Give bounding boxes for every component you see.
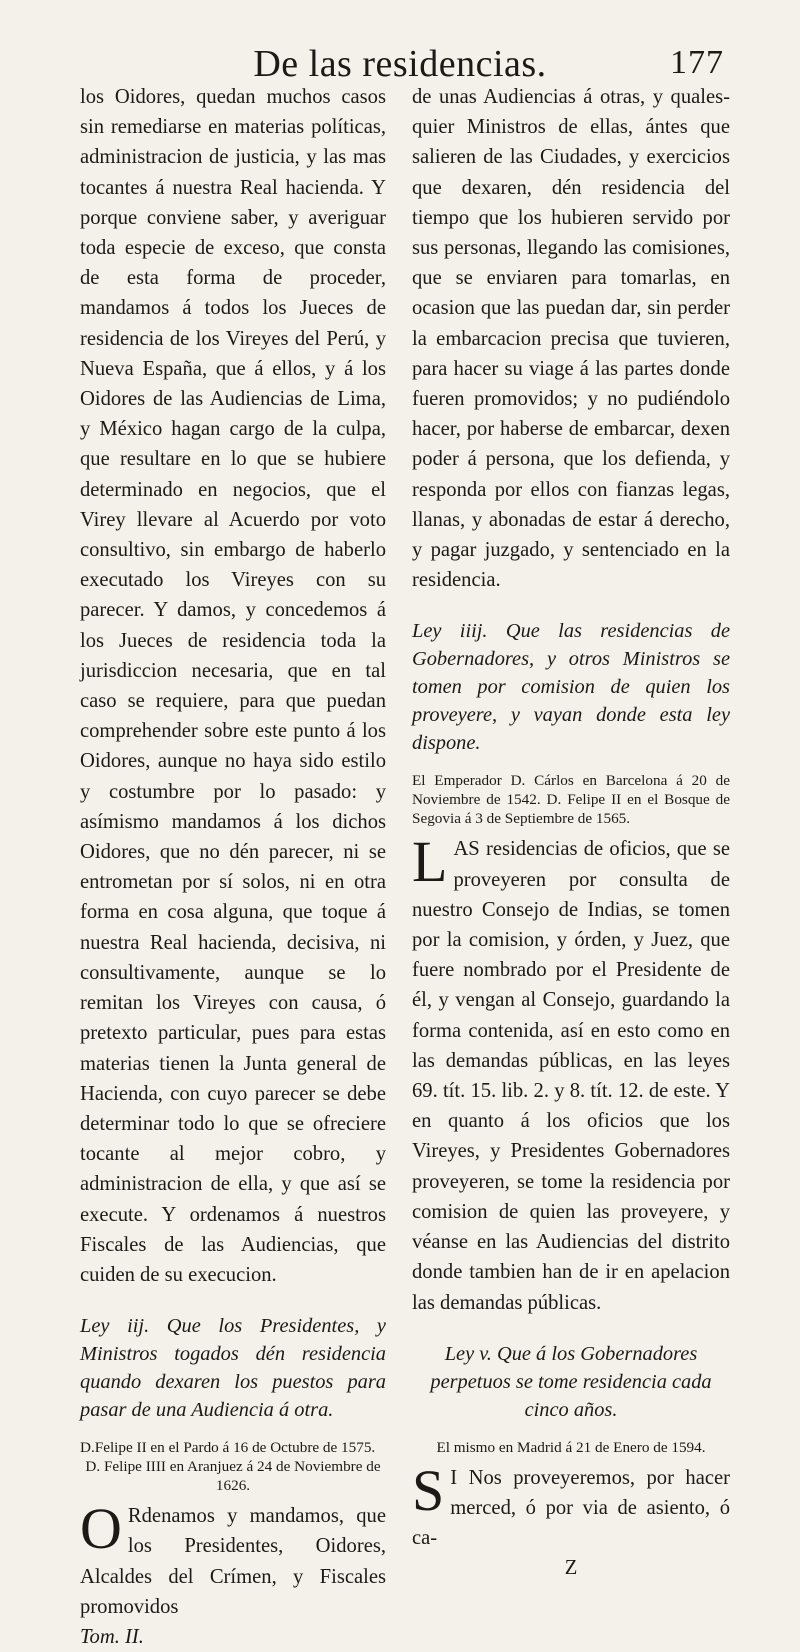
paragraph (80, 1496, 386, 1622)
catchword: Z (564, 1557, 578, 1580)
law-source: D. Felipe IIII en Aranjuez á 24 de Noviembre de 1626. (85, 1458, 381, 1495)
right-column (412, 82, 730, 1584)
law-source: El mismo en Madrid á 21 de Enero de 1594. (436, 1438, 706, 1456)
running-title: De las residencias. (253, 43, 547, 85)
paragraph: de unas Audiencias á otras, y quales-quier Ministros de ellas, ántes que salieren de las Ciudades, y exercicios que dexaren, dén residencia del tiempo que los hubieren servido por sus personas, llegando las comisiones, que se enviaren para tomarlas, en ocasion que las puedan dar, sin perder la embarcacion precisa que tuvieren, para hacer su viage á las partes donde fueren promovidos; y no pudiéndolo hacer, por haberse de embarcar, dexen poder á persona, que los defienda, y responda por ellos con fianzas legas, llanas, y abonadas de estar á derecho, y pagar juzgado, y sentenciado en la residencia. (412, 86, 730, 592)
volume-signature: Tom. II. (80, 1625, 144, 1648)
left-column (80, 82, 386, 1652)
paragraph-text: Rdenamos y mandamos, que los Presidentes, Oidores, Alcaldes del Crímen, y Fiscales promovidos (80, 1505, 386, 1618)
law-source: D.Felipe II en el Pardo á 16 de Octubre de 1575. (80, 1439, 376, 1457)
drop-cap: L (412, 829, 448, 895)
paragraph-text: AS residencias de oficios, que se proveyeren por consulta de nuestro Consejo de Indias, se tomen por la comision, y órden, y Juez, que fuere nombrado por el Presidente de él, y vengan al Consejo, guardando la forma contenida, así en esto como en las demandas públicas, en las leyes 69. tít. 15. lib. 2. y 8. tít. 12. de este. Y en quanto á los oficios que los Vireyes, y Presidentes Gobernadores proveyeren, se tome la residencia por comision de quien las proveyere, y véanse en las Audiencias del distrito donde tambien han de ir en apelacion las demandas públicas. (412, 838, 730, 1314)
law-heading: Ley v. Que á los Gobernadores perpetuos se tome residencia cada cinco años. (430, 1342, 712, 1421)
drop-cap: O (80, 1496, 122, 1562)
paragraph (412, 1457, 730, 1554)
page-number: 177 (670, 44, 724, 81)
law-heading: Ley iiij. Que las residencias de Gobernadores, y otros Ministros se tomen por comision de quien los proveyere, y vayan donde esta ley dispone. (412, 620, 730, 755)
law-heading: Ley iij. Que los Presidentes, y Ministros togados dén residencia quando dexaren los puestos para pasar de una Audiencia á otra. (80, 1315, 386, 1422)
drop-cap: S (412, 1457, 445, 1523)
paragraph-text: I Nos proveyeremos, por hacer merced, ó por via de asiento, ó ca- (412, 1466, 730, 1550)
law-source: El Emperador D. Cárlos en Barcelona á 20 de Noviembre de 1542. D. Felipe II en el Bosque de Segovia á 3 de Septiembre de 1565. (412, 772, 730, 828)
paragraph (412, 829, 730, 1317)
paragraph: los Oidores, quedan muchos casos sin remediarse en materias políticas, administracion de justicia, y las mas tocantes á nuestra Real hacienda. Y porque conviene saber, y averiguar toda especie de exceso, que consta de esta forma de proceder, mandamos á todos los Jueces de residencia de los Vireyes del Perú, y Nueva España, que á ellos, y á los Oidores de las Audiencias de Lima, y México hagan cargo de la culpa, que resultare en lo que se hubiere determinado en negocios, que el Virey llevare al Acuerdo por voto consultivo, sin embargo de haberlo executado los Vireyes con su parecer. Y damos, y concedemos á los Jueces de residencia toda la jurisdiccion necesaria, que en tal caso se requiere, para que puedan comprehender sobre este punto á los Oidores, aunque no haya sido estilo y costumbre por lo pasado: y asímismo mandamos á los dichos Oidores, que no dén parecer, ni se entrometan por sí solos, ni en otra forma en cosa alguna, que toque á nuestra Real hacienda, decisiva, ni consultivamente, aunque se lo remitan los Vireyes con causa, ó pretexto particular, pues para estas materias tienen la Junta general de Hacienda, con cuyo parecer se debe determinar todo lo que se ofreciere tocante al mejor cobro, y administracion de ella, y que así se execute. Y ordenamos á nuestros Fiscales de las Audiencias, que cuiden de su execucion. (80, 86, 386, 1286)
